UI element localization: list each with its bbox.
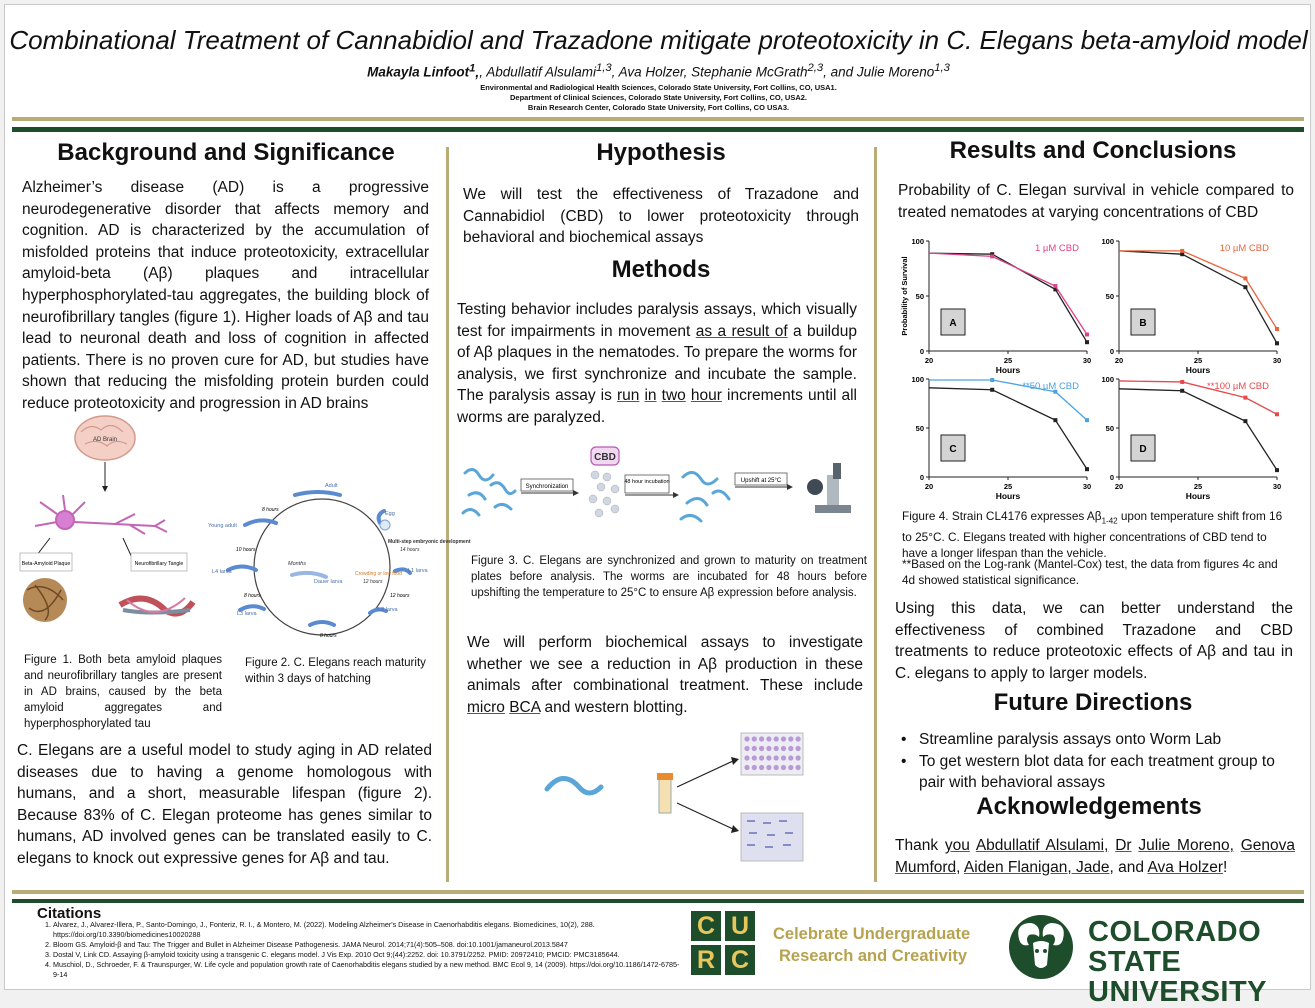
l1-label: L1 larva [408,568,428,574]
microplate-well [752,765,757,770]
chart-y-tick-label: 0 [919,347,924,356]
affiliation-3: Brain Research Center, Colorado State University, Fort Collins, CO USA3. [527,103,790,112]
background-paragraph-1: Alzheimer’s disease (AD) is a progressive neurodegenerative disorder that affects memory and cognition. AD is characterized by the accumulation of misfolded proteins that induce proteotoxicity, extracellular amyloid-beta (Aβ) plaques and intracellular hyperphosphorylated-tau aggregates, the building block of neurofibrillary tangles (figure 1). Higher loads of Aβ and tau lead to neuronal death and loss of cognition in affected patients. There is no proven cure for AD, but studies have shown that reducing the misfolding protein burden could reduce proteotoxicity and progression in AD brains [22,179,429,412]
future-directions-list [901,729,1297,794]
chart-point [1275,327,1279,331]
chart-x-tick-label: 25 [1003,482,1013,491]
chart-point [1180,380,1184,384]
chart-y-tick-label: 100 [911,237,924,246]
microplate-well [759,765,764,770]
chart-x-tick-label: 20 [924,482,934,491]
microplate-well [774,736,779,741]
author-list: Makayla Linfoot$^1$,, Abdullatif Alsulami$^{1,3}$, Ava Holzer, Stephanie McGrath$^{2,3}$, and Julie Moreno$^{1,3}$ [367,62,950,80]
curc-letter: U [725,911,755,941]
chart-x-axis-label: Hours [1185,491,1211,501]
csu-ram-icon [1005,913,1077,981]
chart-point [1085,418,1089,422]
future-item: • Streamline paralysis assays onto Worm Lab [901,729,1297,751]
microplate-well [796,736,801,741]
hours-label-3: 8 hours [244,593,261,599]
chart-legend: 1 µM CBD [1034,243,1079,254]
chart-x-tick-label: 20 [924,356,934,365]
figure4-caption: Figure 4. Strain CL4176 expresses $A\beta_{1-42}$ upon temperature shift from 16 to 25°C. C. Elegans treated with higher concentrations of CBD tend to have a longer lifespan than the vehicle. [902,509,1283,561]
chart-point [990,378,994,382]
plaque-icon [23,578,67,622]
microplate-well [781,755,786,760]
figure2-lifecycle [200,475,471,655]
future-directions-heading: Future Directions [993,689,1193,716]
hours-label-2: 10 hours [236,547,256,553]
acknowledgements-text: Thank you Abdullatif Alsulami, Dr Julie Moreno, Genova Mumford, Aiden Flanigan, Jade, and Ava Holzer! [895,837,1296,876]
microplate-well [744,765,749,770]
author-holzer-mcgrath: , Ava Holzer, Stephanie McGrath [611,64,808,80]
chart-y-tick-label: 50 [1105,424,1114,433]
figure3-caption: Figure 3. C. Elegans are synchronized and grown to maturity on treatment plates before analysis. The worms are incubated for 48 hours before upshifting the temperature to 25°C to ensure Aβ expression before analysis. [471,555,867,599]
microplate-well [796,746,801,751]
poster-title: Combinational Treatment of Cannabidiol and Trazadone mitigate proteotoxicity in C. Elegans beta-amyloid model [9,25,1308,55]
chart-x-axis-label: Hours [1185,365,1211,375]
chart-panel-label: A [949,318,957,329]
microplate-well [774,765,779,770]
chart-point [1085,467,1089,471]
chart-point [1243,419,1247,423]
microplate-well [752,746,757,751]
figure2-caption: Figure 2. C. Elegans reach maturity within 3 days of hatching [245,657,426,685]
l4-label: L4 larva [212,569,232,575]
chart-point [990,388,994,392]
microplate-well [781,736,786,741]
microplate-well [766,736,771,741]
dauer-label: Dauer larva [314,579,343,585]
citations-heading: Citations [37,905,102,922]
citation-item: 2. Bloom GS. Amyloid-β and Tau: The Trigger and Bullet in Alzheimer Disease Pathogenesis. JAMA Neurol. 2014;71(4):505–508. doi:10.1001/jamaneurol.2013.5847 [53,940,685,950]
methods-paragraph-2: We will perform biochemical assays to investigate whether we see a reduction in Aβ production in these animals after combinational treatment. These include micro BCA and western blotting. [467,634,863,716]
microplate-well [766,755,771,760]
grown-worms-icon [681,472,729,521]
acknowledgements-heading: Acknowledgements [976,793,1202,820]
chart-point [1085,333,1089,337]
cbd-label: CBD [594,452,616,463]
figure4-survival-charts [891,231,1296,511]
column-divider-right [874,147,877,882]
header-rule-green [12,127,1304,132]
chart-y-tick-label: 50 [915,424,924,433]
tangle-label: Neurofibrillary Tangle [134,561,184,567]
microplate-well [766,765,771,770]
microplate-well [788,736,793,741]
background-paragraph-2: C. Elegans are a useful model to study aging in AD related diseases due to having a genome homologous with humans, and a short, measurable lifespan (figure 2). Because 83% of C. Elegan proteome has genes similar to humans, AD involved genes can be translated easily to C. elegans to knock out expressive genes for Aβ and tau. [17,742,432,867]
microplate-well [744,755,749,760]
microplate-well [796,765,801,770]
step-synchronization: Synchronization [525,484,569,490]
chart-x-tick-label: 30 [1082,356,1092,365]
chart-y-axis-label: Probability of Survival [900,256,909,336]
chart-point [1275,341,1279,345]
column-divider-left [446,147,449,882]
figure3-workflow [455,443,865,528]
hours-label-5: 12 hours [390,593,410,599]
citation-item: 3. Dostal V, Link CD. Assaying β-amyloid toxicity using a transgenic C. elegans model. J Vis Exp. 2010 Oct 9;(44):2252. doi: 10.3791/2252. PMID: 20972410; PMCID: PMC3185644. [53,950,685,960]
poster [4,4,1311,1008]
crowding-label: Crowding or low food [355,571,402,577]
chart-point [1085,340,1089,344]
chart-x-axis-label: Hours [995,491,1021,501]
chart-x-tick-label: 30 [1272,482,1282,491]
l2-label: L2 larva [378,607,398,613]
microplate-well [759,736,764,741]
microplate-well [752,755,757,760]
chart-point [1053,284,1057,288]
chart-x-tick-label: 20 [1114,482,1124,491]
chart-legend: 10 µM CBD [1219,243,1269,254]
header-rule-gold [12,117,1304,121]
chart-x-tick-label: 25 [1003,356,1013,365]
months-label: Months [288,561,307,567]
figure4-significance-note: **Based on the Log-rank (Mantel-Cox) test, the data from figures 4c and 4d showed statistical significance. [902,557,1278,587]
biochemical-assays-figure [545,725,815,875]
microplate-well [788,755,793,760]
microplate-well [781,765,786,770]
eggs-icon [589,471,619,517]
csu-wordmark: COLORADO STATE UNIVERSITY [1088,916,1268,1008]
microplate-well [788,746,793,751]
microplate-well [744,746,749,751]
chart-point [1275,412,1279,416]
chart-panel-label: D [1139,444,1147,455]
microplate-well [774,755,779,760]
chart-x-axis-label: Hours [995,365,1021,375]
chart-point [1275,468,1279,472]
hours-label-1: 8 hours [262,507,279,513]
results-conclusion: Using this data, we can better understand the effectiveness of combined Trazadone and CBD treatments to reduce proteotoxic effects of Aβ and tau in C. elegans to apply to larger models. [895,600,1293,682]
microplate-well [788,765,793,770]
microplate-well [744,736,749,741]
chart-x-tick-label: 30 [1272,356,1282,365]
western-blot-icon [741,813,803,861]
chart-point [1243,276,1247,280]
hours-label-4: 8 hours [320,633,337,639]
footer-rule-green [12,899,1304,903]
author-alsulami: , Abdullatif Alsulami [479,64,596,80]
chart-x-tick-label: 30 [1082,482,1092,491]
step-upshift: Upshift at 25°C [740,478,782,484]
microplate-well [752,736,757,741]
figure1-caption: Figure 1. Both beta amyloid plaques and neurofibrillary tangles are present in AD brains, caused by the beta amyloid aggregates and hyperphosphorylated tau [24,654,222,730]
brain-label: AD Brain [92,437,118,443]
microplate-icon [741,733,803,775]
citation-item: 4. Muschiol, D., Schroeder, F. & Traunspurger, W. Life cycle and population growth rate of Caenorhabditis elegans studied by a new method. BMC Ecol 9, 14 (2009). https://doi.org/10.1186/1472-6785-9-14 [53,960,685,980]
results-heading: Results and Conclusions [949,137,1237,164]
chart-legend: **50 µM CBD [1022,381,1079,392]
future-item: • To get western blot data for each treatment group to pair with behavioral assays [901,751,1297,794]
curc-letter: C [691,911,721,941]
embryonic-time: 14 hours [400,547,420,553]
chart-point [990,254,994,258]
chart-panel-label: C [949,444,957,455]
embryonic-label: Multi-step embryonic development [388,539,471,545]
hypothesis-heading: Hypothesis [596,139,726,166]
chart-legend: **100 µM CBD [1207,381,1269,392]
young-adult-label: Young adult [208,523,237,529]
microplate-well [781,746,786,751]
citation-item: 1. Alvarez, J., Alvarez-Illera, P., Santo-Domingo, J., Fonteriz, R. I., & Montero, M. (2022). Modeling Alzheimer's Disease in Caenorhabditis elegans. Biomedicines, 10(2), 288. https://doi.org/10.3390/biomedicines10020288 [53,920,685,940]
chart-y-tick-label: 100 [1101,237,1114,246]
affiliation-1: Environmental and Radiological Health Sciences, Colorado State University, Fort Collins, CO, USA1. [480,83,837,92]
adult-label: Adult [325,483,338,489]
curc-logo [691,911,759,979]
curc-wordmark: Celebrate Undergraduate Research and Creativity [773,925,971,965]
chart-point [1243,285,1247,289]
background-heading: Background and Significance [57,139,395,166]
author-moreno: , and Julie Moreno [823,64,935,80]
egg-label: Egg [385,511,395,517]
chart-y-tick-label: 100 [1101,375,1114,384]
microplate-well [796,755,801,760]
step-incubation: 48 hour incubation [624,479,670,485]
chart-y-tick-label: 0 [1109,473,1114,482]
curc-letter: C [725,945,755,975]
tangle-icon [120,598,193,614]
figure1-ad-pathology [15,410,195,650]
chart-x-tick-label: 25 [1193,482,1203,491]
affiliation-2: Department of Clinical Sciences, Colorado State University, Fort Collins, CO, USA2. [509,93,807,102]
microscope-icon [807,463,851,513]
citations-list [23,920,685,980]
crowding-time: 12 hours [363,579,383,585]
tube-icon [657,773,673,813]
neuron-icon [35,495,167,534]
results-intro: Probability of C. Elegan survival in vehicle compared to treated nematodes at varying concentrations of CBD [898,182,1294,221]
worms-icon [463,469,515,515]
l3-label: L3 larva [237,611,257,617]
chart-point [1180,389,1184,393]
microplate-well [766,746,771,751]
author-lead: Makayla Linfoot [367,64,470,80]
chart-point [1180,249,1184,253]
curc-letter: R [691,945,721,975]
worm-icon [547,778,601,793]
microplate-well [774,746,779,751]
microplate-well [759,746,764,751]
chart-y-tick-label: 50 [1105,292,1114,301]
microplate-well [759,755,764,760]
chart-panel-label: B [1139,318,1147,329]
chart-x-tick-label: 20 [1114,356,1124,365]
chart-y-tick-label: 50 [915,292,924,301]
methods-heading: Methods [611,256,711,283]
chart-y-tick-label: 0 [1109,347,1114,356]
chart-point [1243,396,1247,400]
chart-x-tick-label: 25 [1193,356,1203,365]
footer-rule-gold [12,890,1304,894]
plaque-label: Beta-Amyloid Plaque [21,561,71,567]
chart-y-tick-label: 0 [919,473,924,482]
hypothesis-text: We will test the effectiveness of Trazadone and Cannabidiol (CBD) to lower proteotoxicity through behavioral and biochemical assays [463,186,859,247]
methods-paragraph-1: Testing behavior includes paralysis assays, which visually test for impairments in movement as a result of a buildup of Aβ plaques in the nematodes. To prepare the worms for analysis, we first synchronize and incubate the sample. The paralysis assay is run in two hour increments until all worms are paralyzed. [457,301,857,426]
chart-point [1053,418,1057,422]
chart-y-tick-label: 100 [911,375,924,384]
